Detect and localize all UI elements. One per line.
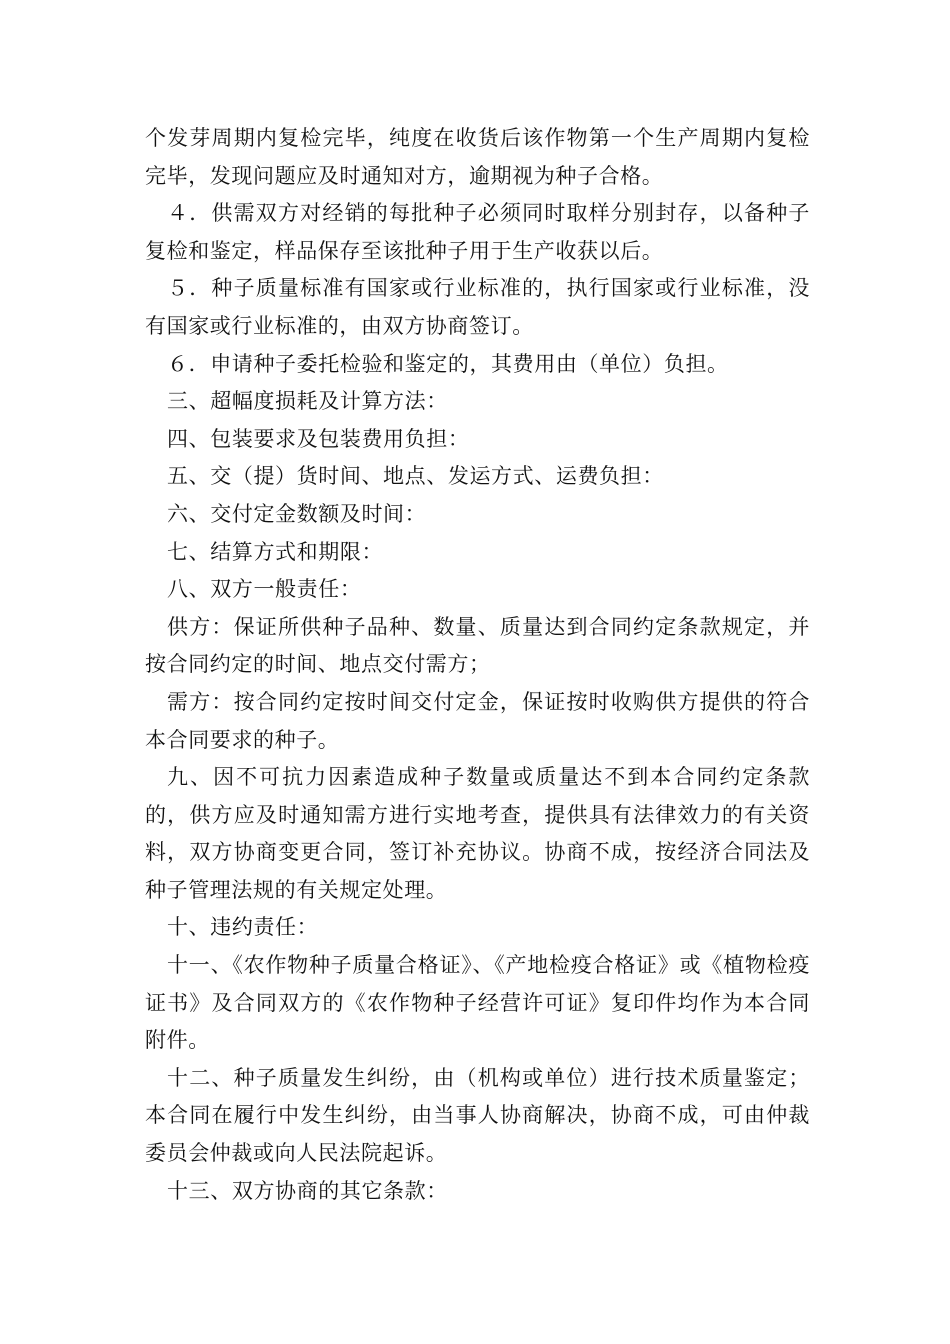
- paragraph-section-12: 十二、种子质量发生纠纷，由（机构或单位）进行技术质量鉴定；本合同在履行中发生纠纷，由当事人协商解决，协商不成，可由仲裁委员会仲裁或向人民法院起诉。: [145, 1065, 810, 1166]
- paragraph-continuation: 个发芽周期内复检完毕，纯度在收货后该作物第一个生产周期内复检完毕，发现问题应及时通知对方，逾期视为种子合格。: [145, 126, 810, 188]
- paragraph-supplier-duty: 供方：保证所供种子品种、数量、质量达到合同约定条款规定，并按合同约定的时间、地点交付需方；: [145, 614, 810, 677]
- paragraph-section-11: 十一、《农作物种子质量合格证》、《产地检疫合格证》或《植物检疫证书》及合同双方的《农作物种子经营许可证》复印件均作为本合同附件。: [145, 953, 810, 1053]
- heading-section-6: 六、交付定金数额及时间：: [167, 501, 427, 526]
- paragraph-buyer-duty: 需方：按合同约定按时间交付定金，保证按时收购供方提供的符合本合同要求的种子。: [145, 689, 810, 752]
- heading-section-10: 十、违约责任：: [167, 915, 319, 940]
- paragraph-clause-4: ４．供需双方对经销的每批种子必须同时取样分别封存，以备种子复检和鉴定，样品保存至该批种子用于生产收获以后。: [145, 201, 810, 263]
- document-body: [145, 120, 810, 1210]
- heading-section-8: 八、双方一般责任：: [167, 577, 362, 602]
- paragraph-clause-6: ６．申请种子委托检验和鉴定的，其费用由（单位）负担。: [167, 351, 729, 376]
- heading-section-3: 三、超幅度损耗及计算方法：: [167, 389, 448, 414]
- heading-section-5: 五、交（提）货时间、地点、发运方式、运费负担：: [167, 464, 664, 489]
- paragraph-clause-5: ５．种子质量标准有国家或行业标准的，执行国家或行业标准，没有国家或行业标准的，由双方协商签订。: [145, 276, 810, 338]
- heading-section-4: 四、包装要求及包装费用负担：: [167, 426, 470, 451]
- heading-section-7: 七、结算方式和期限：: [167, 539, 384, 564]
- heading-section-13: 十三、双方协商的其它条款：: [167, 1178, 448, 1203]
- paragraph-section-9: 九、因不可抗力因素造成种子数量或质量达不到本合同约定条款的，供方应及时通知需方进行实地考查，提供具有法律效力的有关资料，双方协商变更合同，签订补充协议。协商不成，按经济合同法及种子管理法规的有关规定处理。: [145, 765, 810, 902]
